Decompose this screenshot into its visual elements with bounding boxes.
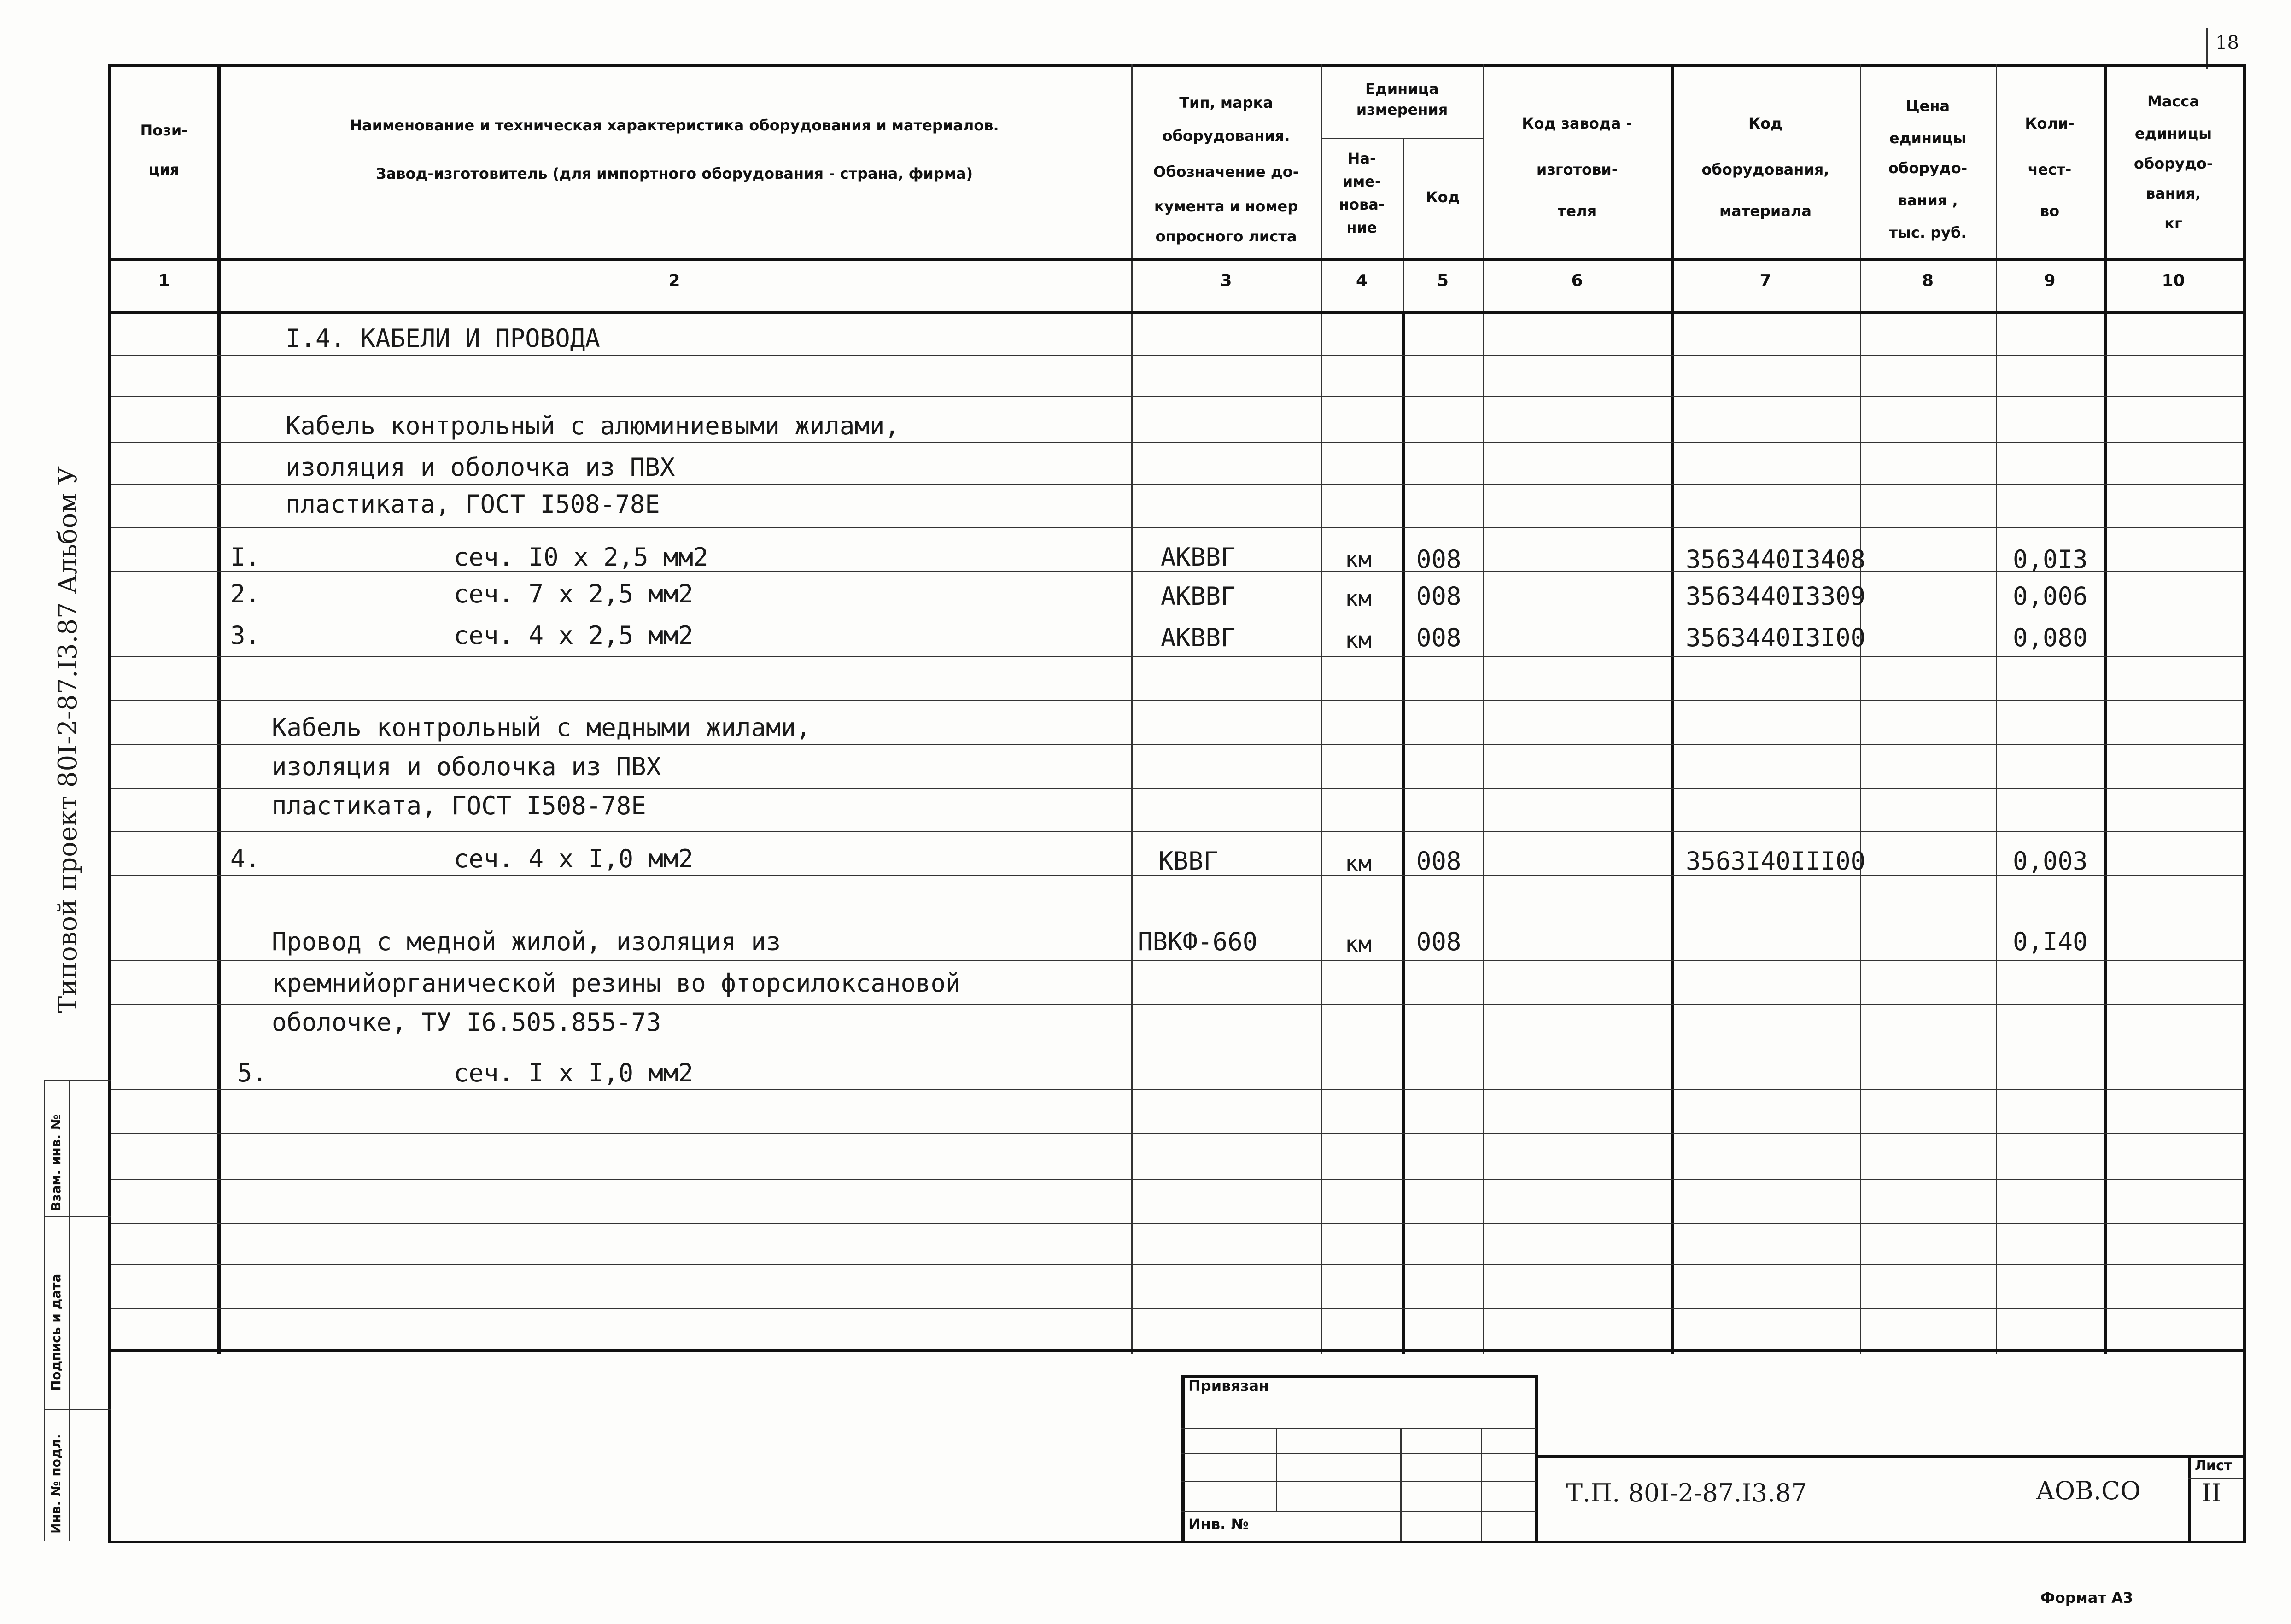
col-number-7: 7 <box>1759 271 1771 290</box>
group3-line1: Провод с медной жилой, изоляция из <box>272 927 781 956</box>
row4-unit: км <box>1345 851 1372 876</box>
header-qty-line1: Коли- <box>2025 115 2075 132</box>
header-mass-line2: единицы <box>2134 125 2212 142</box>
header-factory-line2: изготови- <box>1536 161 1618 178</box>
group3-line3: оболочке, ТУ I6.505.855-73 <box>272 1008 661 1037</box>
col-number-1: 1 <box>158 271 170 290</box>
group2-line2: изоляция и оболочка из ПВХ <box>272 752 661 781</box>
row4-name: сеч. 4 х I,0 мм2 <box>454 844 694 873</box>
row-wire-unit: км <box>1345 931 1372 957</box>
header-unit-code: Код <box>1426 188 1460 206</box>
group1-line2: изоляция и оболочка из ПВХ <box>286 453 675 482</box>
header-price-line4: вания , <box>1898 192 1958 209</box>
left-stamp-signature-date: Подпись и дата <box>48 1273 64 1391</box>
header-unit-line2: измерения <box>1356 101 1448 118</box>
stamp-sheet-label: Лист <box>2195 1458 2233 1474</box>
header-qty-line2: чест- <box>2028 161 2072 178</box>
col-number-8: 8 <box>1922 271 1934 290</box>
row2-type: АКВВГ <box>1161 582 1236 611</box>
col-number-4: 4 <box>1356 271 1368 290</box>
header-type-line5: опросного листа <box>1155 228 1297 245</box>
header-price-line3: оборудо- <box>1888 159 1968 177</box>
header-pos-line1: Пози- <box>140 122 188 139</box>
left-stamp-replaced-inv: Взам. инв. № <box>48 1114 64 1211</box>
row4-qty: 0,003 <box>2013 847 2088 876</box>
row3-pos: 3. <box>230 621 261 650</box>
header-unit-name-1: На- <box>1347 150 1376 167</box>
header-unit-name-4: ние <box>1346 219 1377 236</box>
group1-line3: пластиката, ГОСТ I508-78Е <box>286 490 660 519</box>
header-name-line1: Наименование и техническая характеристика оборудования и материалов. <box>350 117 999 134</box>
header-matcode-line2: оборудования, <box>1701 161 1829 178</box>
header-matcode-line1: Код <box>1748 115 1783 132</box>
row5-name: сеч. I х I,0 мм2 <box>454 1058 694 1087</box>
row2-name: сеч. 7 х 2,5 мм2 <box>454 579 694 608</box>
header-type-line4: кумента и номер <box>1154 198 1298 215</box>
header-qty-line3: во <box>2040 202 2060 220</box>
row2-pos: 2. <box>230 579 261 608</box>
col-number-10: 10 <box>2162 271 2185 290</box>
header-price-line1: Цена <box>1905 97 1950 115</box>
row1-code: 008 <box>1416 545 1461 574</box>
row2-matcode: 3563440I3309 <box>1686 582 1866 611</box>
stamp-bound-label: Привязан <box>1188 1377 1269 1395</box>
row-wire-qty: 0,I40 <box>2013 927 2088 956</box>
row3-qty: 0,080 <box>2013 623 2088 652</box>
format-label: Формат А3 <box>2040 1589 2133 1606</box>
header-type-line2: оборудования. <box>1162 127 1290 145</box>
col-number-6: 6 <box>1571 271 1583 290</box>
col-number-2: 2 <box>668 271 680 290</box>
row3-name: сеч. 4 х 2,5 мм2 <box>454 621 694 650</box>
row1-qty: 0,0I3 <box>2013 545 2088 574</box>
row3-code: 008 <box>1416 623 1461 652</box>
row5-pos: 5. <box>237 1058 268 1087</box>
header-mass-line5: кг <box>2164 215 2182 232</box>
stamp-sheet-number: II <box>2202 1478 2221 1507</box>
header-price-line5: тыс. руб. <box>1889 224 1967 241</box>
row1-name: сеч. I0 х 2,5 мм2 <box>454 543 708 572</box>
row1-unit: км <box>1345 547 1372 572</box>
group1-line1: Кабель контрольный с алюминиевыми жилами, <box>286 411 900 440</box>
row1-pos: I. <box>230 543 261 572</box>
header-price-line2: единицы <box>1889 129 1967 147</box>
row2-unit: км <box>1345 586 1372 612</box>
group2-line1: Кабель контрольный с медными жилами, <box>272 713 811 742</box>
group2-line3: пластиката, ГОСТ I508-78Е <box>272 791 646 820</box>
col-number-9: 9 <box>2044 271 2056 290</box>
header-factory-line1: Код завода - <box>1522 115 1632 132</box>
row-wire-code: 008 <box>1416 927 1461 956</box>
row2-qty: 0,006 <box>2013 582 2088 611</box>
row4-type: КВВГ <box>1158 847 1219 876</box>
col-number-5: 5 <box>1437 271 1449 290</box>
section-title: I.4. КАБЕЛИ И ПРОВОДА <box>286 324 600 353</box>
header-unit-name-3: нова- <box>1338 196 1385 213</box>
header-mass-line4: вания, <box>2145 185 2201 202</box>
left-stamp-inv-original: Инв. № подл. <box>48 1434 64 1534</box>
row-wire-type: ПВКФ-660 <box>1138 927 1258 956</box>
group3-line2: кремнийорганической резины во фторсилоксановой <box>272 969 961 998</box>
header-type-line3: Обозначение до- <box>1153 163 1299 181</box>
stamp-inv-label: Инв. № <box>1188 1515 1249 1533</box>
stamp-sheet-code: АОВ.СО <box>2036 1476 2141 1505</box>
header-mass-line3: оборудо- <box>2133 155 2213 172</box>
row4-pos: 4. <box>230 844 261 873</box>
side-album-label: Типовой проект 80I-2-87.I3.87 Альбом У <box>53 466 83 1013</box>
row3-unit: км <box>1345 627 1372 653</box>
header-name-line2: Завод-изготовитель (для импортного оборудования - страна, фирма) <box>375 165 973 182</box>
stamp-document-code: Т.П. 80I-2-87.I3.87 <box>1566 1478 1807 1507</box>
header-matcode-line3: материала <box>1719 202 1812 220</box>
row1-type: АКВВГ <box>1161 543 1236 572</box>
row2-code: 008 <box>1416 582 1461 611</box>
row4-code: 008 <box>1416 847 1461 876</box>
page-corner-number: 18 <box>2215 32 2239 53</box>
header-mass-line1: Масса <box>2147 93 2199 110</box>
header-unit-name-2: име- <box>1342 173 1381 190</box>
header-type-line1: Тип, марка <box>1179 94 1273 111</box>
header-unit-line1: Единица <box>1365 80 1439 98</box>
header-pos-line2: ция <box>148 161 180 178</box>
row3-type: АКВВГ <box>1161 623 1236 652</box>
row4-matcode: 3563I40III00 <box>1686 847 1866 876</box>
col-number-3: 3 <box>1220 271 1232 290</box>
row3-matcode: 3563440I3I00 <box>1686 623 1866 652</box>
header-factory-line3: теля <box>1557 202 1597 220</box>
row1-matcode: 3563440I3408 <box>1686 545 1866 574</box>
